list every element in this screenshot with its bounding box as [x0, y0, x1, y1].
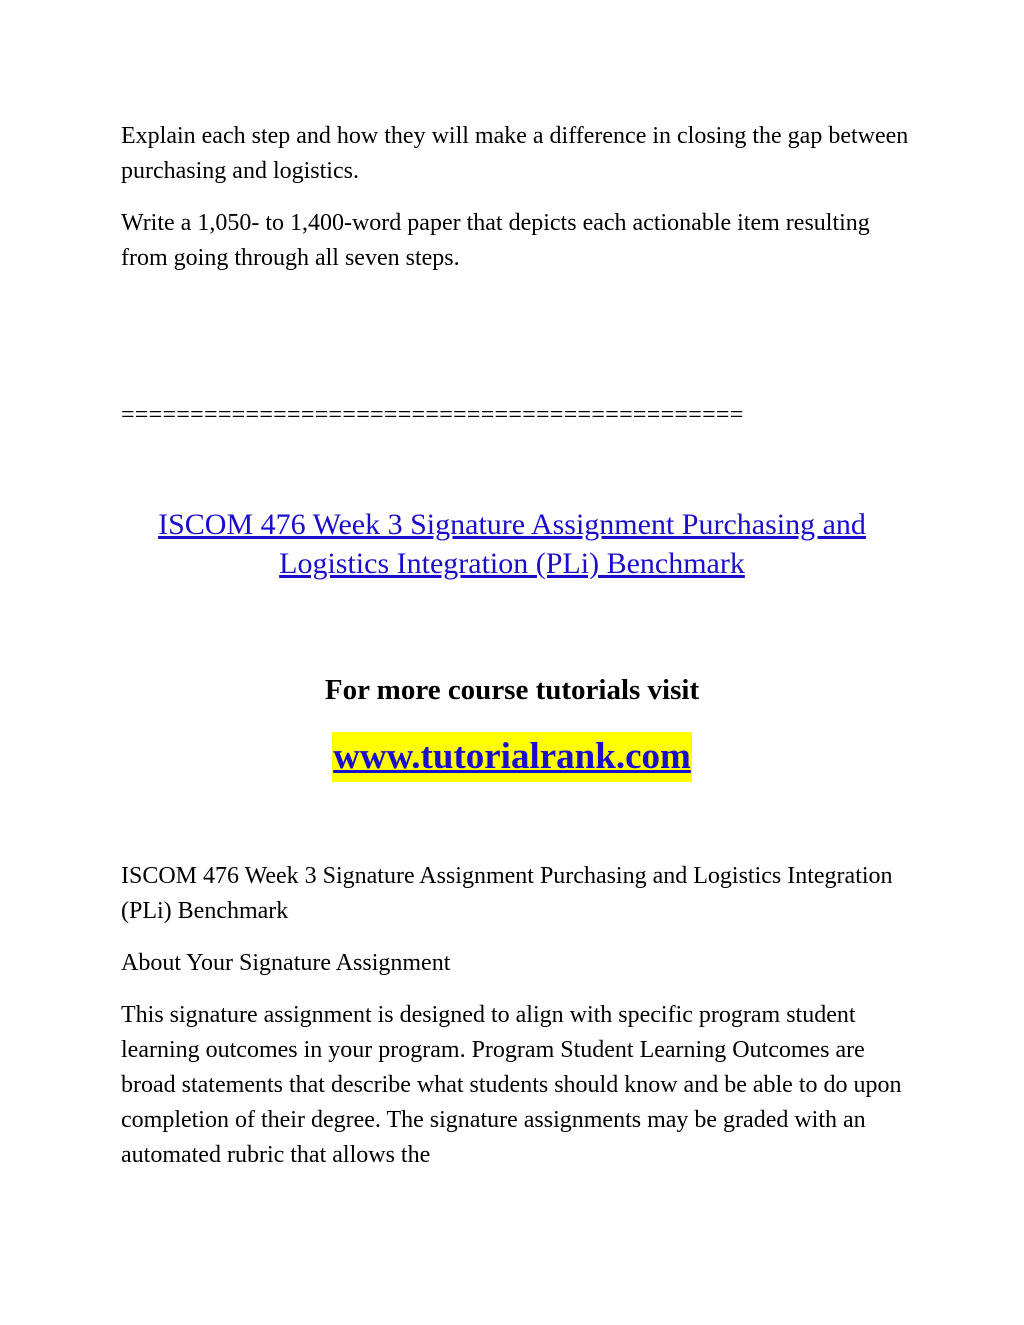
instruction-paragraph-explain: Explain each step and how they will make a difference in closing the gap between purchasing and logistics.	[121, 123, 909, 184]
section-divider: =============================================	[121, 402, 744, 428]
website-link[interactable]: www.tutorialrank.com	[332, 732, 692, 782]
signature-assignment-description: This signature assignment is designed to align with specific program student learning outcomes in your program. Program Student Learning Outcomes are broad statements that describe what students should know and be able to do upon completion of their degree. The signature assignments may be graded with an automated rubric that allows the	[121, 1002, 902, 1168]
instruction-paragraph-write: Write a 1,050- to 1,400-word paper that depicts each actionable item resulting from going through all seven steps.	[121, 210, 870, 271]
course-title-link[interactable]: ISCOM 476 Week 3 Signature Assignment Purchasing and Logistics Integration (PLi) Benchmark	[158, 508, 866, 580]
assignment-heading-paragraph: ISCOM 476 Week 3 Signature Assignment Purchasing and Logistics Integration (PLi) Benchmark	[121, 863, 893, 924]
about-signature-assignment-heading: About Your Signature Assignment	[121, 950, 451, 976]
website-link-container	[0, 732, 1024, 782]
promo-text: For more course tutorials visit	[324, 674, 700, 706]
